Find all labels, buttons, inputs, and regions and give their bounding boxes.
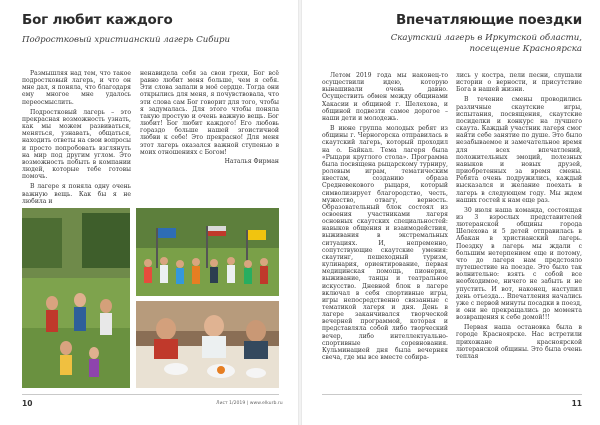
left-page bbox=[0, 0, 298, 425]
photo-table-activity bbox=[136, 301, 279, 388]
left-column-1 bbox=[22, 70, 131, 205]
right-subtitle-line-1: Скаутский лагерь в Иркутской области, bbox=[390, 33, 582, 43]
right-col2-para-2: В течение смены проводились различные скаутские игры, испытания, посвящения, скаутские посиделки и конкурс на лучшего скаута. Каждый участник лагеря смог найти себе занятие по душе. Это было незабываемое и замечательное время для всех впечатлений, положительных эмоций, полезных навыков и новых друзей, приобретенных за время смены. Ребята очень подружились, каждый высказался и желание поехать в лагерь в следующем году. Мы ждем наших гостей к нам еще раз. bbox=[456, 96, 582, 204]
photo-camp-kids-outdoors bbox=[22, 208, 130, 388]
right-col2-para-4: Первая наша остановка была в городе Красноярске. Нас встретили прихожане красноярской лютеранской общины. Это была очень теплая bbox=[456, 324, 582, 360]
right-column-2 bbox=[456, 72, 582, 360]
left-col1-para-2: Подростковый лагерь – это прекрасная возможность узнать, как мы можем развиваться, меняться, узнавать, общаться, находить ответы на свои вопросы и просто попробовать взглянуть на мир под другим углом. Это возможность побыть в компании людей, которые тебе готовы помочь. bbox=[22, 108, 131, 181]
left-col1-para-1: Размышляя над тем, что такое подростковый лагерь, и что он мне дал, я поняла, что благодаря ему многое мне удалось переосмыслить. bbox=[22, 70, 131, 106]
left-column-2 bbox=[140, 70, 279, 165]
left-col1-para-3: В лагере я поняла одну очень важную вещь. Как бы я не любила и bbox=[22, 183, 131, 205]
author-signature: Наталья Фирман bbox=[224, 157, 279, 165]
right-page-subtitle bbox=[391, 33, 582, 54]
right-col2-para-3: 30 июля наша команда, состоящая из 3 взрослых представителей лютеранской общины города Шелехова и 5 детей отправилась в Абакан в христианский лагерь. Поездку в лагерь мы ждали с большим нетерпением еще и потому, что до лагеря нам предстояло путешествие на поезде. Это было так волнительно: взять с собой все необходимое, ничего не забыть и не упустить. И вот, наконец, наступил день отъезда... Впечатления начались уже с первой минуты посадки в поезд, и они не прекращались до момента возвращения к себе домой!!! bbox=[456, 206, 582, 322]
left-page-title: Бог любит каждого bbox=[22, 12, 173, 28]
right-col1-para-2: В июне группа молодых ребят из общины г. Черногорска отправилась в скаутский лагерь, который проходил на о. Байкал. Тема лагеря была «Рыцари круглого стола». Программа была посвящена рыцарскому турниру, ролевым играм, тематическим квестам, созданию образа Средневекового рыцаря, который символизирует благородство, честь, мужество, отвагу, верность. Образовательный блок состоял из освоения участниками лагеря основных скаутских специальностей: навыков общения и взаимодействия, выживания в экстремальных ситуациях. И, непременно, сопутствующие скаутские умения: скаутинг, пешеходный туризм, кулинария, ориентирование, первая медицинская помощь, пионерия, выживание, танцы и театральное искусство. Дневной блок в лагере включал в себя спортивные игры, игры непосредственно связанные с тематикой лагеря и дня. День в лагере заканчивался творческой вечерней программой, которая и представляла собой либо творческий вечер, либо интеллектуально-спортивные соревнования. Кульминацией дня была вечерняя свеча, где мы все вместе собира- bbox=[322, 125, 448, 362]
right-subtitle-line-2: посещение Красноярска bbox=[469, 43, 582, 54]
right-footer-rule bbox=[322, 394, 582, 395]
photo-group-with-flags bbox=[136, 208, 279, 296]
left-col2-para-1: ненавидела себя за свои грехи, Бог всё равно любит меня больше, чем я себя. Эти слова запали в моё сердце. Тогда они открылись для меня, я почувствовала, что эти слова сам Бог говорит для того, чтобы я задумалась. Для этого чтобы поняла такую простую и очень важную вещь. Бог любит! Бог любит каждого! Его любовь гораздо больше нашей эгоистичной любви к себе! Это прекрасно! Для меня этот лагерь оказался важной ступенью в моих отношениях с Богом! bbox=[140, 70, 279, 156]
left-page-subtitle: Подростковый христианский лагерь Сибири bbox=[22, 35, 231, 45]
right-page-title: Впечатляющие поездки bbox=[395, 12, 582, 28]
left-page-number: 10 bbox=[22, 399, 33, 408]
left-footer-rule bbox=[22, 394, 279, 395]
right-page-number: 11 bbox=[571, 399, 582, 408]
left-page-footer: Лист 1/2019 | www.elkurb.ru bbox=[216, 401, 283, 406]
right-col2-para-1: лись у костра, пели песни, слушали истории о верности, и присутствие Бога в нашей жизни. bbox=[456, 72, 582, 94]
right-col1-para-1: Летом 2019 года мы наконец-то осуществили идею, которую вынашивали очень давно. Осуществить обмен между общинами Хакасии и общиной г. Шелехова, и общиной подвезти самое дорогое – наши дети и молодежь. bbox=[322, 72, 448, 122]
right-column-1 bbox=[322, 72, 448, 361]
right-page bbox=[302, 0, 600, 425]
